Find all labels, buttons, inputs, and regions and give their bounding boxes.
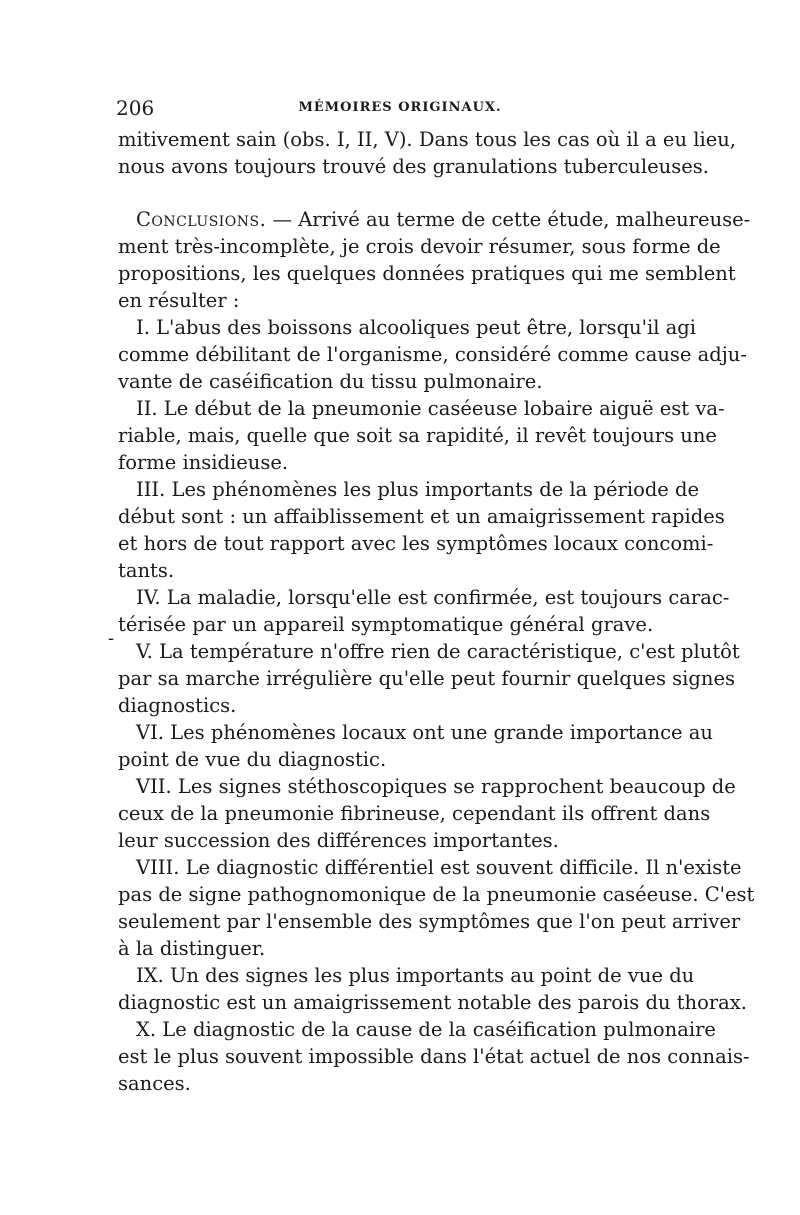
margin-mark: - (108, 628, 115, 649)
conclusion-item (118, 395, 725, 476)
conclusion-item (118, 719, 713, 773)
text-line: diagnostics. (118, 694, 237, 717)
text-line: VI. Les phénomènes locaux ont une grande importance au (136, 721, 713, 744)
text-line: est le plus souvent impossible dans l'état actuel de nos connais- (118, 1045, 750, 1068)
conclusions-heading: Conclusions. (136, 208, 267, 231)
conclusion-item (118, 1016, 750, 1097)
text-line: III. Les phénomènes les plus importants de la période de (136, 478, 700, 501)
conclusion-item (118, 476, 725, 584)
text-line: riable, mais, quelle que soit sa rapidité, il revêt toujours une (118, 424, 717, 447)
text-line: X. Le diagnostic de la cause de la caséification pulmonaire (136, 1018, 716, 1041)
text-line: forme insidieuse. (118, 451, 289, 474)
text-line: II. Le début de la pneumonie caséeuse lobaire aiguë est va- (136, 397, 725, 420)
text-line: ment très-incomplète, je crois devoir résumer, sous forme de (118, 235, 721, 258)
text-line: et hors de tout rapport avec les symptômes locaux concomi- (118, 532, 714, 555)
text-line: ceux de la pneumonie fibrineuse, cependant ils offrent dans (118, 802, 711, 825)
text-line: leur succession des différences importantes. (118, 829, 559, 852)
text-line: pas de signe pathognomonique de la pneumonie caséeuse. C'est (118, 883, 755, 906)
text-line: propositions, les quelques données pratiques qui me semblent (118, 262, 736, 285)
text-line: I. L'abus des boissons alcooliques peut être, lorsqu'il agi (136, 316, 696, 339)
text-line: nous avons toujours trouvé des granulations tuberculeuses. (118, 155, 709, 178)
conclusions-list (118, 314, 755, 1097)
text-line: Conclusions. — Arrivé au terme de cette étude, malheureuse- (136, 208, 751, 231)
conclusion-item (118, 638, 740, 719)
text-line: térisée par un appareil symptomatique général grave. (118, 613, 654, 636)
text-line: comme débilitant de l'organisme, considéré comme cause adju- (118, 343, 747, 366)
conclusion-item (118, 962, 747, 1016)
conclusion-item (118, 584, 730, 638)
conclusion-item (118, 314, 747, 395)
text-line: vante de caséification du tissu pulmonaire. (118, 370, 543, 393)
text-line: point de vue du diagnostic. (118, 748, 387, 771)
continuation-paragraph (118, 126, 736, 180)
page-number: 206 (116, 96, 155, 120)
text-line: VIII. Le diagnostic différentiel est souvent difficile. Il n'existe (136, 856, 742, 879)
text-line: à la distinguer. (118, 937, 266, 960)
text-line: tants. (118, 559, 175, 582)
text-line: V. La température n'offre rien de caractéristique, c'est plutôt (136, 640, 740, 663)
conclusions-intro (118, 206, 751, 314)
text-line: sances. (118, 1072, 191, 1095)
text-line: IX. Un des signes les plus importants au point de vue du (136, 964, 695, 987)
conclusion-item (118, 854, 755, 962)
text-line: par sa marche irrégulière qu'elle peut fournir quelques signes (118, 667, 736, 690)
text-line: VII. Les signes stéthoscopiques se rapprochent beaucoup de (136, 775, 736, 798)
text-line: mitivement sain (obs. I, II, V). Dans tous les cas où il a eu lieu, (118, 128, 736, 151)
page-header (116, 96, 684, 124)
conclusion-item (118, 773, 736, 854)
body-text (118, 126, 755, 1097)
text-line: diagnostic est un amaigrissement notable des parois du thorax. (118, 991, 747, 1014)
text-line: début sont : un affaiblissement et un amaigrissement rapides (118, 505, 725, 528)
text-line: en résulter : (118, 289, 240, 312)
running-title: MÉMOIRES ORIGINAUX. (298, 100, 502, 115)
text-line: IV. La maladie, lorsqu'elle est confirmée, est toujours carac- (136, 586, 730, 609)
text-line: seulement par l'ensemble des symptômes que l'on peut arriver (118, 910, 741, 933)
